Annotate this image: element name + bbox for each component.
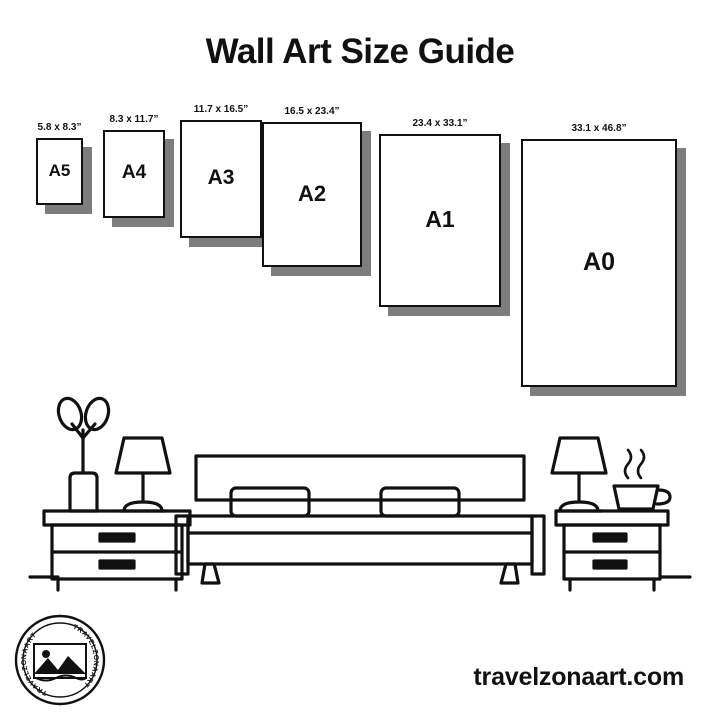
- frame-dimensions-label: 8.3 x 11.7”: [109, 114, 159, 125]
- frame-size-label: A1: [425, 206, 455, 233]
- frame-size-label: A5: [48, 160, 71, 180]
- frame-dimensions-label: 23.4 x 33.1”: [412, 118, 468, 129]
- logo-text: TRAVELZONAART: [71, 623, 100, 689]
- frame-a3[interactable]: [180, 104, 262, 238]
- frame-size-label: A3: [207, 165, 235, 189]
- brand-logo-svg: [14, 614, 106, 706]
- website-url: travelzonaart.com: [473, 663, 684, 691]
- frame-size-label: A2: [297, 180, 327, 206]
- bedroom-svg: [0, 378, 720, 608]
- frame-size-label: A0: [583, 247, 615, 276]
- frame-dimensions-label: 16.5 x 23.4”: [284, 106, 340, 117]
- size-chart: [0, 104, 720, 400]
- brand-logo: [14, 614, 106, 706]
- frame-a0[interactable]: [521, 123, 677, 387]
- logo-text-mirror: TRAVELZONAART: [20, 631, 49, 697]
- frame-a1[interactable]: [379, 118, 501, 307]
- frame-a4[interactable]: [103, 114, 165, 218]
- frame-a5[interactable]: [36, 122, 83, 205]
- frame-a2[interactable]: [262, 106, 362, 267]
- frame-dimensions-label: 33.1 x 46.8”: [571, 123, 627, 134]
- bedroom-illustration: [0, 378, 720, 608]
- page-title: Wall Art Size Guide: [205, 32, 515, 71]
- frame-dimensions-label: 11.7 x 16.5”: [193, 104, 249, 115]
- frame-dimensions-label: 5.8 x 8.3”: [37, 122, 82, 133]
- frame-size-label: A4: [121, 162, 147, 184]
